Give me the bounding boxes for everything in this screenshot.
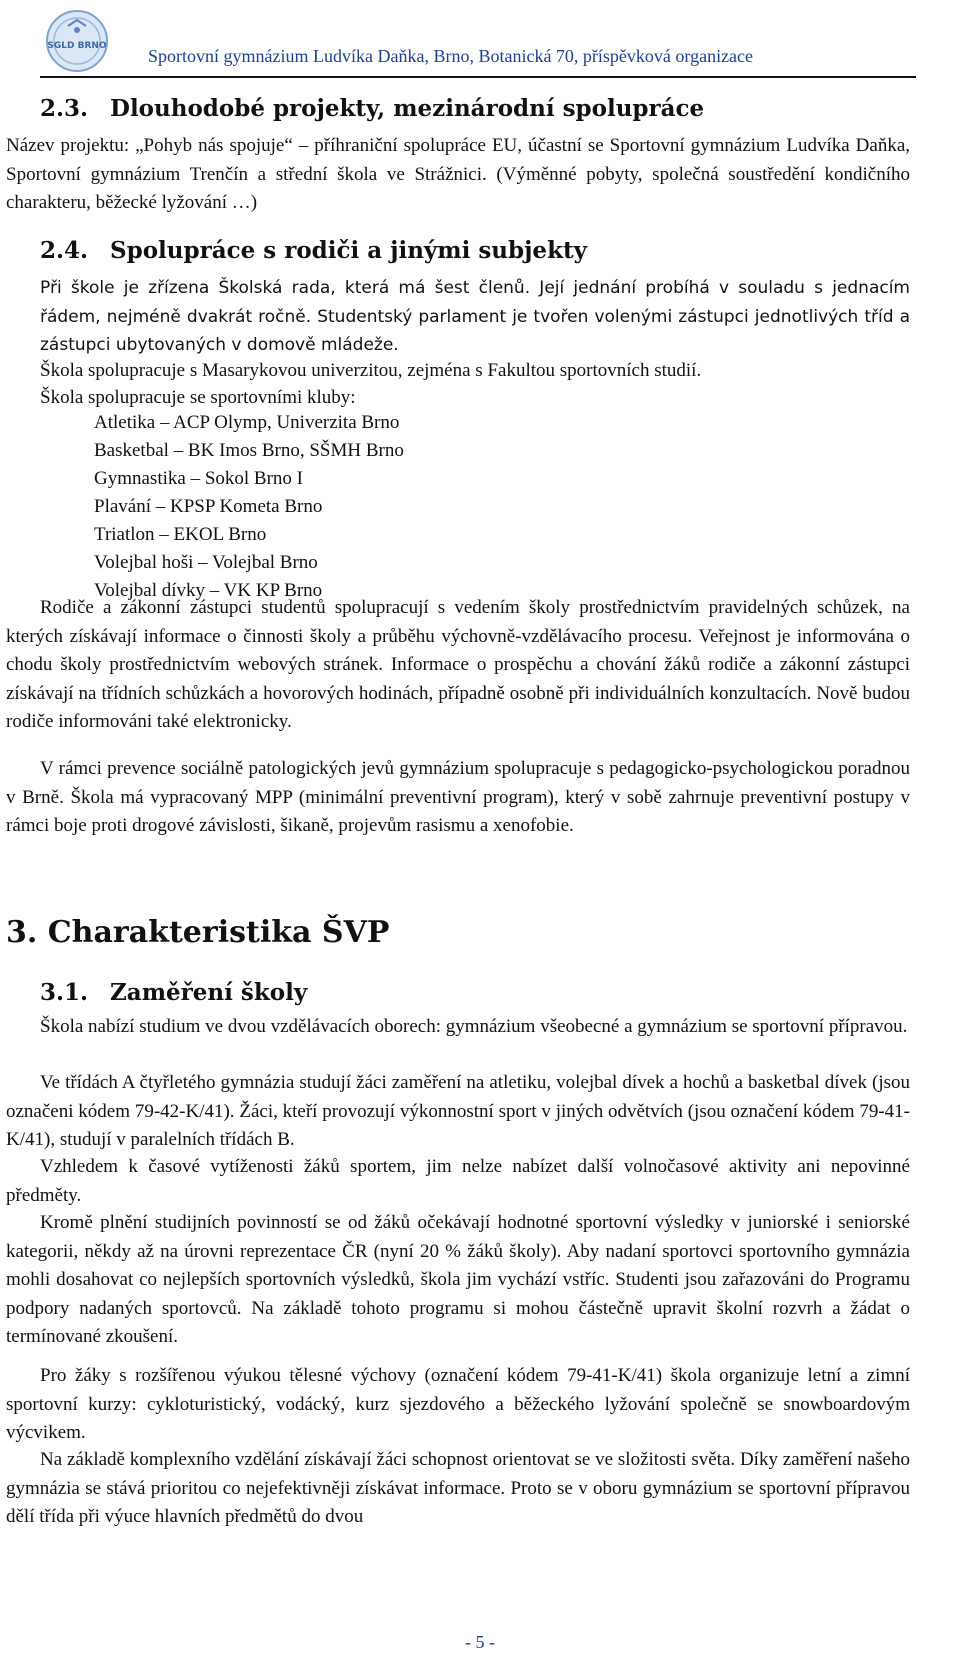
study-fields-paragraph	[6, 1013, 910, 1042]
list-item: Triatlon – EKOL Brno	[94, 524, 267, 545]
paragraph-text: Kromě plnění studijních povinností se od žáků očekávají hodnotné sportovní výsledky v juniorské i seniorské kategorii, někdy až na úrovni reprezentace ČR (nyní 20 % žáků školy). Aby nadaní sportovci sportovního gymnázia mohli dosahovat co nejlepších sportovních výsledků, škola jim vychází vstříc. Studenti jsou zařazováni do Programu podpory nadaných sportovců. Na základě tohoto programu si mohou částečně upravit školní rozvrh a žádat o termínované zkoušení.	[6, 1212, 910, 1347]
paragraph-text: Vzhledem k časové vytíženosti žáků sportem, jim nelze nabízet další volnočasové aktivity ani nepovinné předměty.	[6, 1156, 910, 1206]
list-item: Volejbal dívky – VK KP Brno	[94, 580, 323, 601]
parents-paragraph	[6, 594, 910, 737]
paragraph-text: Ve třídách A čtyřletého gymnázia studují žáci zaměření na atletiku, volejbal dívek a hochů a basketbal dívek (jsou označeni kódem 79-42-K/41). Žáci, kteří provozují výkonnostní sport v jiných odvětvích (jsou označení kódem 79-41-K/41), studují v paralelních třídách B.	[6, 1072, 910, 1150]
courses-paragraph	[6, 1362, 910, 1448]
chapter-title: Charakteristika ŠVP	[47, 915, 390, 950]
clubs-intro-paragraph: Škola spolupracuje se sportovními kluby:	[40, 387, 356, 408]
header-title: Sportovní gymnázium Ludvíka Daňka, Brno, Botanická 70, příspěvková organizace	[148, 46, 754, 66]
list-item: Plavání – KPSP Kometa Brno	[94, 496, 323, 517]
section-title: Dlouhodobé projekty, mezinárodní spolupráce	[110, 95, 705, 122]
paragraph-text: Rodiče a zákonní zástupci studentů spolupracují s vedením školy prostřednictvím pravidelných schůzek, na kterých získávají informace o činnosti školy a průběhu výchovně-vzdělávacího procesu. Veřejnost je informována o chodu školy prostřednictvím webových stránek. Informace o prospěchu a chování žáků rodiče a zákonní zástupci získávají na třídních schůzkách a hovorových hodinách, případně osobně při individuálních konzultacích. Nově budou rodiče informováni také elektronicky.	[6, 597, 910, 732]
chapter-3-heading	[6, 915, 389, 950]
header-divider	[40, 76, 916, 78]
paragraph-text: V rámci prevence sociálně patologických jevů gymnázium spolupracuje s pedagogicko-psychologickou poradnou v Brně. Škola má vypracovaný MPP (minimální preventivní program), který v sobě zahrnuje preventivní postupy v rámci boje proti drogové závislosti, šikaně, projevům rasismu a xenofobie.	[6, 758, 910, 836]
logo-text: SGLD BRNO	[47, 41, 107, 51]
university-paragraph: Škola spolupracuje s Masarykovou univerzitou, zejména s Fakultou sportovních studií.	[40, 360, 702, 381]
list-item: Gymnastika – Sokol Brno I	[94, 468, 303, 489]
school-council-paragraph: Při škole je zřízena Školská rada, která má šest členů. Její jednání probíhá v souladu s jednacím řádem, nejméně dvakrát ročně. Studentský parlament je tvořen volenými zástupci jednotlivých tříd a zástupci ubytovaných v domově mládeže.	[40, 278, 910, 355]
section-title: Spolupráce s rodiči a jinými subjekty	[110, 237, 587, 264]
section-title: Zaměření školy	[110, 979, 308, 1006]
list-item: Atletika – ACP Olymp, Univerzita Brno	[94, 412, 400, 433]
clubs-list	[94, 409, 404, 605]
paragraph-text: Na základě komplexního vzdělání získávají žáci schopnost orientovat se ve složitosti světa. Díky zaměření našeho gymnázia se stává prioritou co nejefektivněji získávat informace. Proto se v oboru gymnázium se sportovní přípravou dělí třída při výuce hlavních předmětů do dvou	[6, 1449, 910, 1527]
section-2-4-heading	[40, 237, 587, 264]
page-number: - 5 -	[465, 1632, 495, 1652]
section-2-3-heading	[40, 95, 704, 122]
results-paragraph	[6, 1209, 910, 1352]
prevention-paragraph	[6, 755, 910, 841]
school-logo	[44, 8, 110, 74]
list-item: Basketbal – BK Imos Brno, SŠMH Brno	[94, 440, 404, 461]
education-paragraph	[6, 1446, 910, 1532]
section-number: 3.1.	[40, 979, 89, 1006]
list-item: Volejbal hoši – Volejbal Brno	[94, 552, 318, 573]
paragraph-text: Pro žáky s rozšířenou výukou tělesné výchovy (označení kódem 79-41-K/41) škola organizuje letní a zimní sportovní kurzy: cykloturistický, vodácký, kurz sjezdového a běžeckého lyžování společně se snowboardovým výcvikem.	[6, 1365, 910, 1443]
section-3-1-heading	[40, 979, 307, 1006]
leisure-paragraph	[6, 1153, 910, 1210]
section-number: 2.3.	[40, 95, 89, 122]
chapter-number: 3.	[6, 915, 38, 950]
section-2-3-text: Název projektu: „Pohyb nás spojuje“ – příhraniční spolupráce EU, účastní se Sportovní gymnázium Ludvíka Daňka, Sportovní gymnázium Trenčín a střední škola ve Strážnici. (Výměnné pobyty, společná soustředění kondičního charakteru, běžecké lyžování …)	[6, 135, 910, 213]
paragraph-text: Škola nabízí studium ve dvou vzdělávacích oborech: gymnázium všeobecné a gymnázium se sportovní přípravou.	[40, 1016, 908, 1037]
classes-paragraph	[6, 1069, 910, 1155]
section-number: 2.4.	[40, 237, 89, 264]
